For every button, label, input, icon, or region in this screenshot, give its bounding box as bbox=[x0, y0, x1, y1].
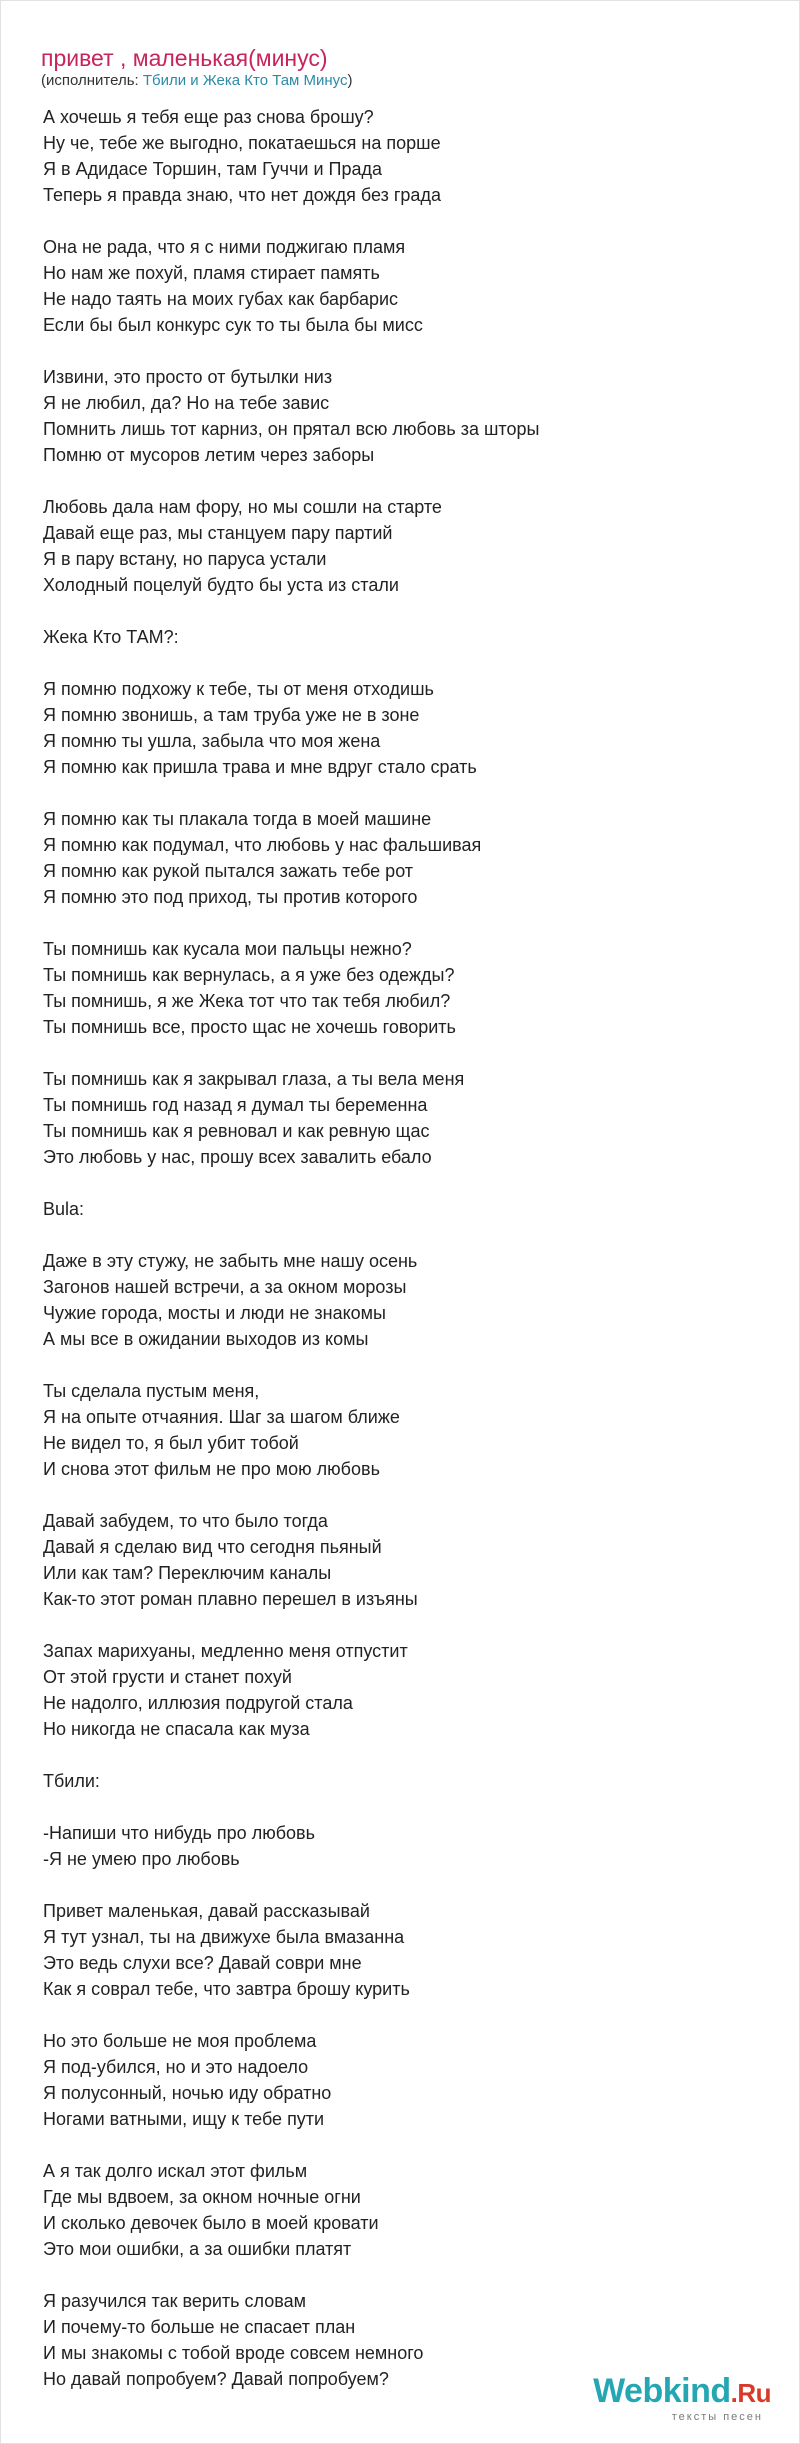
lyrics-line: Я помню это под приход, ты против которого bbox=[43, 887, 418, 907]
lyrics-line: Жека Кто ТАМ?: bbox=[43, 627, 179, 647]
lyrics-line: Ты помнишь как кусала мои пальцы нежно? bbox=[43, 939, 412, 959]
lyrics-line: Даже в эту стужу, не забыть мне нашу осень bbox=[43, 1251, 418, 1271]
lyrics-line: От этой грусти и станет похуй bbox=[43, 1667, 292, 1687]
lyrics-line: Ты помнишь год назад я думал ты беременна bbox=[43, 1095, 428, 1115]
lyrics-line: Я помню как ты плакала тогда в моей машине bbox=[43, 809, 432, 829]
lyrics-line: Я не любил, да? Но на тебе завис bbox=[43, 393, 330, 413]
logo-wordmark bbox=[551, 2373, 771, 2411]
lyrics-line: Не надо таять на моих губах как барбарис bbox=[43, 289, 399, 309]
lyrics-line: И снова этот фильм не про мою любовь bbox=[43, 1459, 380, 1479]
lyrics-line: Ты сделала пустым меня, bbox=[43, 1381, 260, 1401]
lyrics-line: Я помню как рукой пытался зажать тебе рот bbox=[43, 861, 414, 881]
lyrics-line: Ты помнишь как я ревновал и как ревную щас bbox=[43, 1121, 430, 1141]
lyrics-stanza bbox=[43, 104, 763, 208]
lyrics-line: Извини, это просто от бутылки низ bbox=[43, 367, 333, 387]
lyrics-line: Загонов нашей встречи, а за окном морозы bbox=[43, 1277, 407, 1297]
lyrics-line: Это любовь у нас, прошу всех завалить ебало bbox=[43, 1147, 432, 1167]
lyrics-line: Не видел то, я был убит тобой bbox=[43, 1433, 299, 1453]
lyrics-line: Я помню подхожу к тебе, ты от меня отходишь bbox=[43, 679, 434, 699]
lyrics-line: Но нам же похуй, пламя стирает память bbox=[43, 263, 380, 283]
lyrics-stanza bbox=[43, 936, 763, 1040]
lyrics-line: Чужие города, мосты и люди не знакомы bbox=[43, 1303, 386, 1323]
lyrics-stanza bbox=[43, 676, 763, 780]
logo-tld: .Ru bbox=[730, 2378, 771, 2408]
lyrics-line: Я в пару встану, но паруса устали bbox=[43, 549, 327, 569]
lyrics-line: Но никогда не спасала как муза bbox=[43, 1719, 310, 1739]
lyrics-line: Это ведь слухи все? Давай соври мне bbox=[43, 1953, 362, 1973]
lyrics-line: Я на опыте отчаяния. Шаг за шагом ближе bbox=[43, 1407, 400, 1427]
lyrics-line: И мы знакомы с тобой вроде совсем немного bbox=[43, 2343, 424, 2363]
lyrics-line: А мы все в ожидании выходов из комы bbox=[43, 1329, 369, 1349]
lyrics-line: -Напиши что нибудь про любовь bbox=[43, 1823, 315, 1843]
lyrics-line: Помнить лишь тот карниз, он прятал всю любовь за шторы bbox=[43, 419, 540, 439]
song-title: привет , маленькая(минус) bbox=[41, 45, 328, 71]
lyrics-stanza bbox=[43, 364, 763, 468]
lyrics-stanza bbox=[43, 1196, 763, 1222]
lyrics-line: Холодный поцелуй будто бы уста из стали bbox=[43, 575, 399, 595]
lyrics-line: Я полусонный, ночью иду обратно bbox=[43, 2083, 332, 2103]
lyrics-line: Если бы был конкурс сук то ты была бы мисс bbox=[43, 315, 423, 335]
lyrics-body bbox=[43, 104, 763, 2418]
lyrics-line: Я помню звонишь, а там труба уже не в зоне bbox=[43, 705, 420, 725]
lyrics-stanza bbox=[43, 1378, 763, 1482]
artist-link[interactable]: Тбили и Жека Кто Там Минус bbox=[142, 72, 348, 89]
lyrics-line: Запах марихуаны, медленно меня отпустит bbox=[43, 1641, 408, 1661]
lyrics-stanza bbox=[43, 2028, 763, 2132]
lyrics-line: Теперь я правда знаю, что нет дождя без града bbox=[43, 185, 441, 205]
lyrics-stanza bbox=[43, 1066, 763, 1170]
lyrics-line: Помню от мусоров летим через заборы bbox=[43, 445, 375, 465]
lyrics-stanza bbox=[43, 806, 763, 910]
lyrics-line: Но давай попробуем? Давай попробуем? bbox=[43, 2369, 389, 2389]
lyrics-line: Ну че, тебе же выгодно, покатаешься на порше bbox=[43, 133, 441, 153]
lyrics-stanza bbox=[43, 494, 763, 598]
lyrics-line: Ты помнишь как вернулась, а я уже без одежды? bbox=[43, 965, 455, 985]
lyrics-line: Bula: bbox=[43, 1199, 85, 1219]
lyrics-line: Я помню как подумал, что любовь у нас фальшивая bbox=[43, 835, 482, 855]
lyrics-line: Или как там? Переключим каналы bbox=[43, 1563, 332, 1583]
lyrics-line: Привет маленькая, давай рассказывай bbox=[43, 1901, 370, 1921]
lyrics-line: -Я не умею про любовь bbox=[43, 1849, 240, 1869]
lyrics-line: А я так долго искал этот фильм bbox=[43, 2161, 308, 2181]
lyrics-stanza bbox=[43, 1508, 763, 1612]
lyrics-line: И почему-то больше не спасает план bbox=[43, 2317, 356, 2337]
lyrics-line: Ты помнишь как я закрывал глаза, а ты вела меня bbox=[43, 1069, 465, 1089]
lyrics-line: Это мои ошибки, а за ошибки платят bbox=[43, 2239, 352, 2259]
lyrics-line: Я помню ты ушла, забыла что моя жена bbox=[43, 731, 381, 751]
lyrics-line: Где мы вдвоем, за окном ночные огни bbox=[43, 2187, 361, 2207]
artist-line bbox=[41, 71, 353, 91]
lyrics-line: Я в Адидасе Торшин, там Гуччи и Прада bbox=[43, 159, 383, 179]
lyrics-line: Не надолго, иллюзия подругой стала bbox=[43, 1693, 353, 1713]
lyrics-line: Как-то этот роман плавно перешел в изъяны bbox=[43, 1589, 418, 1609]
lyrics-line: Я под-убился, но и это надоело bbox=[43, 2057, 309, 2077]
lyrics-line: Любовь дала нам фору, но мы сошли на старте bbox=[43, 497, 442, 517]
lyrics-stanza bbox=[43, 1638, 763, 1742]
lyrics-line: Она не рада, что я с ними поджигаю пламя bbox=[43, 237, 406, 257]
lyrics-line: Я тут узнал, ты на движухе была вмазанна bbox=[43, 1927, 405, 1947]
lyrics-line: Давай еще раз, мы станцуем пару партий bbox=[43, 523, 393, 543]
artist-prefix: (исполнитель: bbox=[41, 72, 143, 89]
logo-name: Webkind bbox=[593, 2372, 731, 2410]
lyrics-stanza bbox=[43, 234, 763, 338]
lyrics-line: Давай забудем, то что было тогда bbox=[43, 1511, 328, 1531]
lyrics-line: Но это больше не моя проблема bbox=[43, 2031, 317, 2051]
site-logo[interactable] bbox=[551, 2373, 771, 2423]
lyrics-stanza bbox=[43, 624, 763, 650]
lyrics-line: Давай я сделаю вид что сегодня пьяный bbox=[43, 1537, 382, 1557]
lyrics-line: Ты помнишь, я же Жека тот что так тебя любил? bbox=[43, 991, 451, 1011]
lyrics-line: А хочешь я тебя еще раз снова брошу? bbox=[43, 107, 374, 127]
lyrics-line: Ногами ватными, ищу к тебе пути bbox=[43, 2109, 325, 2129]
lyrics-line: Я помню как пришла трава и мне вдруг стало срать bbox=[43, 757, 477, 777]
lyrics-line: Как я соврал тебе, что завтра брошу курить bbox=[43, 1979, 410, 1999]
lyrics-stanza bbox=[43, 1248, 763, 1352]
lyrics-stanza bbox=[43, 1768, 763, 1794]
lyrics-stanza bbox=[43, 1898, 763, 2002]
logo-tagline: тексты песен bbox=[671, 2411, 763, 2423]
lyrics-line: Ты помнишь все, просто щас не хочешь говорить bbox=[43, 1017, 456, 1037]
lyrics-line: И сколько девочек было в моей кровати bbox=[43, 2213, 379, 2233]
lyrics-line: Тбили: bbox=[43, 1771, 100, 1791]
lyrics-stanza bbox=[43, 1820, 763, 1872]
lyrics-line: Я разучился так верить словам bbox=[43, 2291, 307, 2311]
lyrics-stanza bbox=[43, 2158, 763, 2262]
artist-suffix: ) bbox=[347, 72, 353, 89]
